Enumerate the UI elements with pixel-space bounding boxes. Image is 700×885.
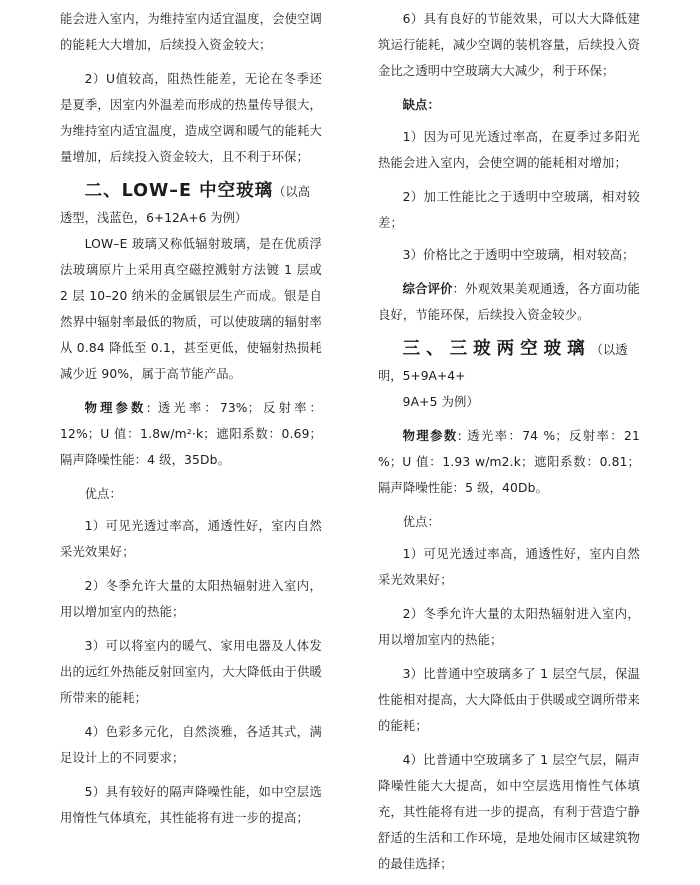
- params-label: 物理参数: [84, 401, 147, 415]
- list-item: 1）可见光透过率高，通透性好，室内自然采光效果好；: [378, 547, 640, 587]
- list-item: 4）比普通中空玻璃多了 1 层空气层，隔声降噪性能大大提高，如中空层选用惰性气体填充，其性能将有进一步的提高，有利于营造宁静舒适的生活和工作环境，是地处闹市区域建筑物的最佳选择；: [378, 753, 640, 871]
- section-heading: [60, 178, 322, 231]
- list-item: 3）比普通中空玻璃多了 1 层空气层，保温性能相对提高，大大降低由于供暖或空调所带来的能耗；: [378, 667, 640, 733]
- physical-params: [60, 395, 322, 473]
- physical-params: [378, 423, 640, 501]
- list-item: 4）色彩多元化，自然淡雅，各适其式，满足设计上的不同要求；: [60, 725, 322, 765]
- cons-label: 缺点：: [402, 98, 440, 112]
- list-item: 6）具有良好的节能效果，可以大大降低建筑运行能耗，减少空调的装机容量，后续投入资金比之透明中空玻璃大大减少，利于环保；: [378, 12, 640, 78]
- params-text: : 透光率：73%；反射率：12%；U 值：1.8w/m²·k；遮阳系数：0.69；隔声降噪性能：4 级，35Db。: [60, 401, 323, 467]
- list-item: 3）价格比之于透明中空玻璃，相对较高；: [402, 248, 635, 262]
- section-title: 三、三玻两空玻璃: [402, 339, 591, 359]
- left-column: [60, 6, 322, 839]
- section-subtitle-cont: 9A+5 为例）: [402, 395, 479, 409]
- list-item: 5）具有较好的隔声降噪性能，如中空层选用惰性气体填充，其性能将有进一步的提高；: [60, 785, 322, 825]
- list-item: 1）因为可见光透过率高，在夏季过多阳光热能会进入室内，会使空调的能耗相对增加；: [378, 130, 640, 170]
- section-title: 二、LOW–E 中空玻璃: [84, 181, 274, 201]
- list-item: 1）可见光透过率高，通透性好，室内自然采光效果好；: [60, 519, 322, 559]
- list-item: 2）加工性能比之于透明中空玻璃，相对较差；: [378, 190, 640, 230]
- eval-text: ：外观效果美观通透，各方面功能良好，节能环保，后续投入资金较少。: [378, 282, 640, 322]
- list-item: 3）可以将室内的暖气、家用电器及人体发出的远红外热能反射回室内，大大降低由于供暖所带来的能耗；: [60, 639, 322, 705]
- section-subtitle: （以高透型，浅蓝色，6+12A+6 为例）: [60, 185, 311, 225]
- overall-evaluation: [378, 276, 640, 328]
- list-item: 2）冬季允许大量的太阳热辐射进入室内，用以增加室内的热能；: [60, 579, 322, 619]
- paragraph: LOW–E 玻璃又称低辐射玻璃，是在优质浮法玻璃原片上采用真空磁控溅射方法镀 1 层或 2 层 10–20 纳米的金属银层生产而成。银是自然界中辐射率最低的物质，可以使玻璃的辐射率从 0.84 降低至 0.1，甚至更低，使辐射热损耗减少近 90%，属于高节能产品。: [60, 237, 322, 381]
- paragraph: 2）U值较高，阻热性能差，无论在冬季还是夏季，因室内外温差而形成的热量传导很大，为维持室内适宜温度，造成空调和暖气的能耗大量增加，后续投入资金较大，且不利于环保；: [60, 72, 322, 164]
- pros-label: 优点：: [84, 487, 122, 501]
- eval-label: 综合评价: [402, 282, 453, 296]
- params-text: : 透光率：74 %；反射率：21 %；U 值：1.93 w/m2.k；遮阳系数：0.81；隔声降噪性能：5 级，40Db。: [378, 429, 640, 495]
- pros-label: 优点：: [402, 515, 440, 529]
- list-item: 2）冬季允许大量的太阳热辐射进入室内，用以增加室内的热能；: [378, 607, 640, 647]
- section-heading: [378, 336, 640, 389]
- section-subtitle: （以透明，5+9A+4+: [378, 343, 628, 383]
- paragraph: 能会进入室内，为维持室内适宜温度，会使空调的能耗大大增加，后续投入资金较大；: [60, 12, 322, 52]
- params-label: 物理参数: [402, 429, 458, 443]
- right-column: [378, 6, 640, 885]
